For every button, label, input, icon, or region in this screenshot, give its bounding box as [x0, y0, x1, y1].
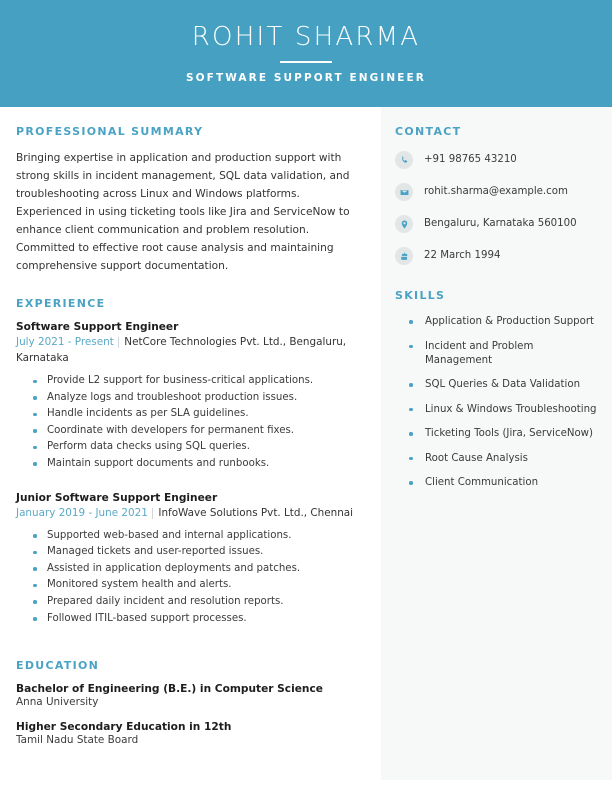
job-meta [16, 505, 364, 521]
experience-section [16, 297, 364, 627]
sidebar-column [395, 125, 601, 501]
education-school: Tamil Nadu State Board [16, 734, 139, 747]
contact-item-birthdate [395, 247, 601, 265]
job-bullet: Followed ITIL-based support processes. [16, 611, 364, 628]
contact-location-value: Bengaluru, Karnataka 560100 [424, 218, 577, 229]
job-meta [16, 334, 364, 366]
contact-section [395, 125, 601, 265]
job-bullet: Prepared daily incident and resolution reports. [16, 594, 364, 611]
experience-item [16, 492, 364, 628]
job-dates: January 2019 - June 2021 [16, 506, 148, 519]
skill-item: Incident and Problem Management [395, 340, 601, 368]
education-section [16, 659, 364, 746]
job-bullet: Supported web-based and internal applications. [16, 528, 364, 545]
contact-birthdate-value: 22 March 1994 [424, 250, 501, 261]
education-degree: Bachelor of Engineering (B.E.) in Computer Science [16, 683, 323, 696]
education-degree: Higher Secondary Education in 12th [16, 721, 232, 734]
spacer [16, 631, 364, 659]
job-company: NetCore Technologies Pvt. Ltd., Bengaluru, Karnataka [16, 336, 347, 364]
section-heading-skills: SKILLS [395, 289, 446, 302]
education-item [16, 721, 364, 746]
job-bullet-list [16, 373, 364, 473]
job-bullet: Provide L2 support for business-critical applications. [16, 373, 364, 390]
skill-item: Ticketing Tools (Jira, ServiceNow) [395, 427, 601, 441]
location-pin-icon [395, 215, 413, 233]
spacer [16, 477, 364, 492]
section-heading-summary: PROFESSIONAL SUMMARY [16, 125, 204, 138]
job-bullet: Analyze logs and troubleshoot production issues. [16, 390, 364, 407]
job-bullet-list [16, 528, 364, 628]
resume-header [0, 0, 612, 107]
education-school: Anna University [16, 696, 99, 709]
job-title: Junior Software Support Engineer [16, 491, 218, 504]
skill-item: Application & Production Support [395, 315, 601, 329]
skill-item: SQL Queries & Data Validation [395, 378, 601, 392]
education-item [16, 683, 364, 708]
job-bullet: Maintain support documents and runbooks. [16, 456, 364, 473]
job-bullet: Managed tickets and user-reported issues. [16, 544, 364, 561]
job-bullet: Assisted in application deployments and patches. [16, 561, 364, 578]
section-heading-education: EDUCATION [16, 659, 100, 673]
main-column [16, 125, 364, 759]
header-divider [280, 61, 332, 63]
section-heading-experience: EXPERIENCE [16, 297, 106, 310]
summary-text: Bringing expertise in application and production support with strong skills in incident management, SQL data validation, and troubleshooting across Linux and Windows platforms. Experienced in using ticketing tools like Jira and ServiceNow to enhance client communication and problem resolution. Committed to effective root cause analysis and maintaining comprehensive support documentation. [16, 152, 350, 272]
job-title: Software Support Engineer [16, 321, 179, 333]
job-meta-separator: | [150, 506, 155, 519]
contact-item-email [395, 183, 601, 201]
skill-item: Client Communication [395, 476, 601, 490]
phone-icon [395, 151, 413, 169]
skills-list [395, 315, 601, 490]
contact-list [395, 151, 601, 265]
candidate-job-title: SOFTWARE SUPPORT ENGINEER [185, 71, 426, 84]
job-bullet: Monitored system health and alerts. [16, 577, 364, 594]
candidate-name: ROHIT SHARMA [191, 22, 421, 53]
contact-email-value: rohit.sharma@example.com [424, 186, 568, 197]
skill-item: Root Cause Analysis [395, 452, 601, 466]
envelope-icon [395, 183, 413, 201]
birthday-cake-icon [395, 247, 413, 265]
job-bullet: Handle incidents as per SLA guidelines. [16, 406, 364, 423]
job-meta-separator: | [116, 336, 121, 348]
job-bullet: Perform data checks using SQL queries. [16, 439, 364, 456]
job-company: InfoWave Solutions Pvt. Ltd., Chennai [158, 506, 354, 519]
spacer [16, 275, 364, 297]
skill-item: Linux & Windows Troubleshooting [395, 403, 601, 417]
experience-item [16, 321, 364, 473]
professional-summary-section [16, 125, 364, 275]
job-bullet: Coordinate with developers for permanent fixes. [16, 423, 364, 440]
contact-item-location [395, 215, 601, 233]
contact-phone-value: +91 98765 43210 [424, 154, 517, 165]
contact-item-phone [395, 151, 601, 169]
section-heading-contact: CONTACT [395, 125, 462, 138]
job-dates: July 2021 - Present [16, 336, 114, 348]
skills-section [395, 289, 601, 490]
